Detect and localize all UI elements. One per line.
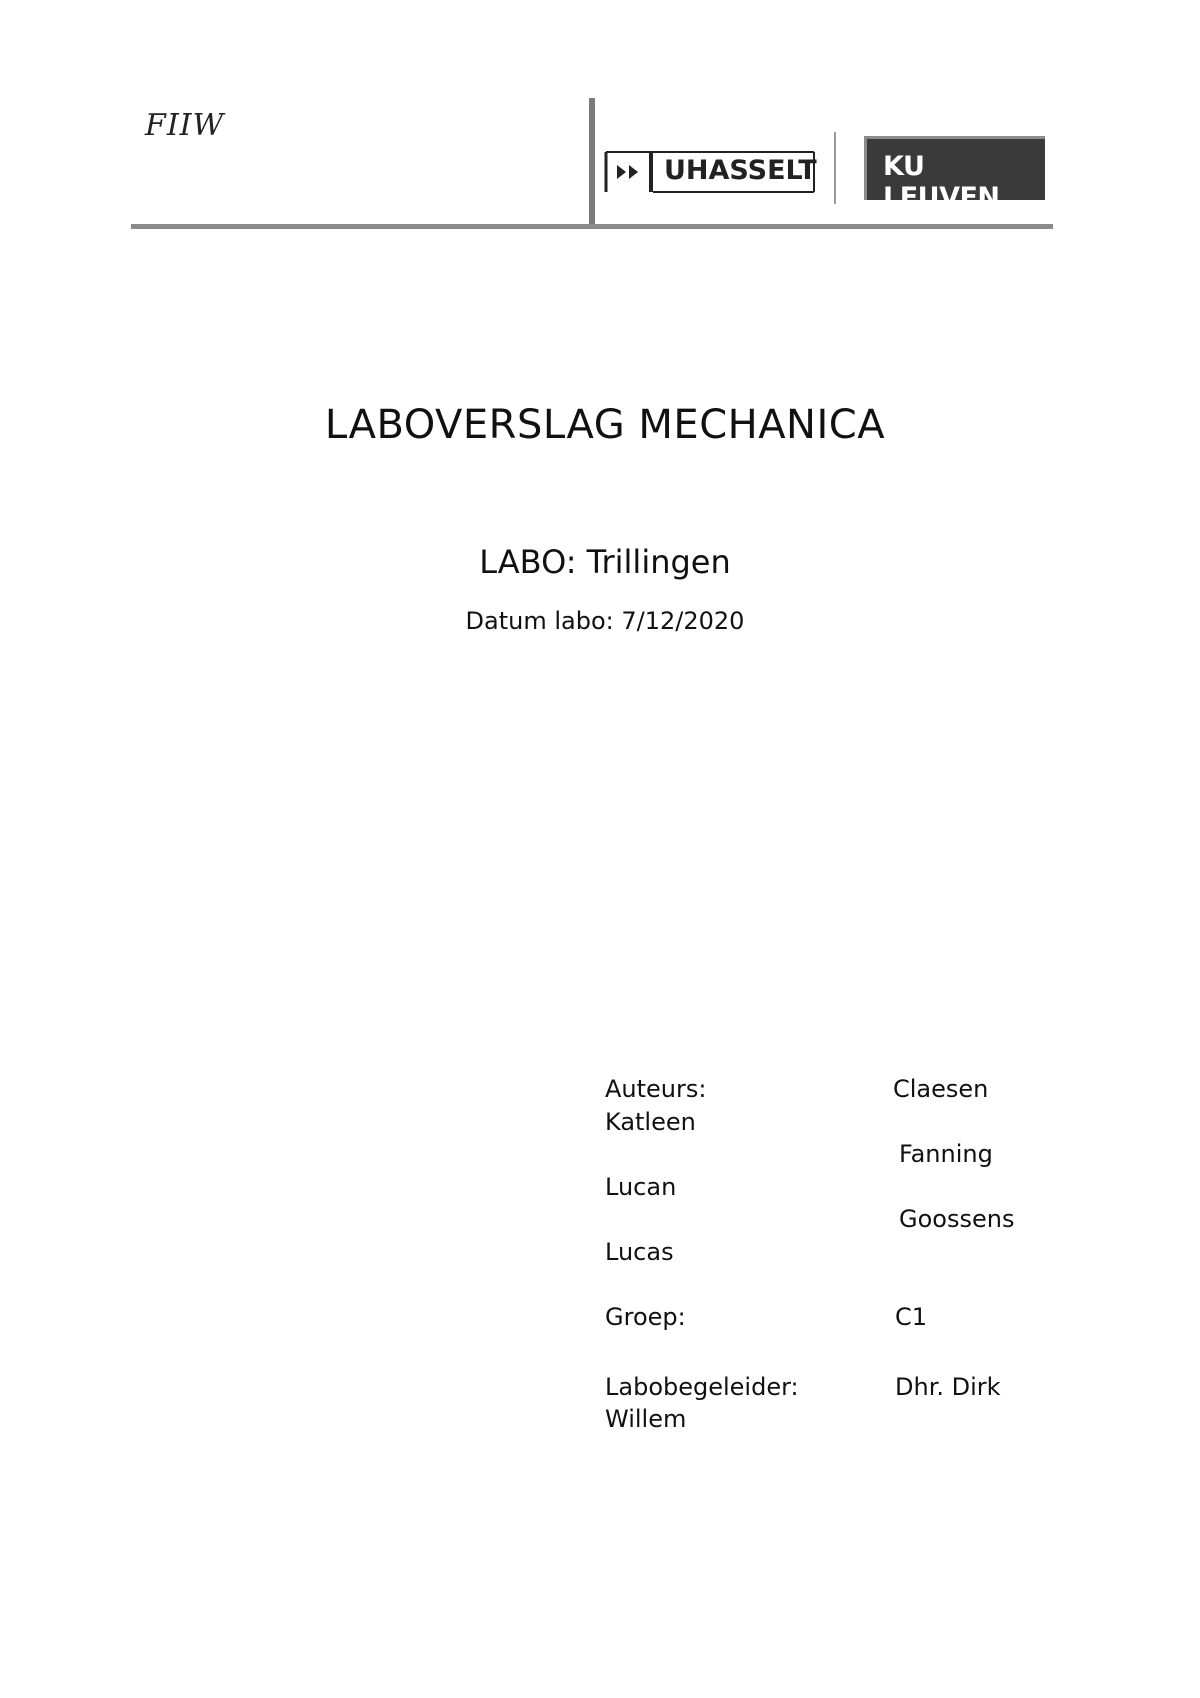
- kuleuven-logo-text: KU LEUVEN: [883, 151, 1000, 213]
- document-subtitle: LABO: Trillingen: [479, 543, 731, 581]
- group-label: Groep:: [605, 1303, 686, 1331]
- supervisor-value-continued: Willem: [605, 1405, 687, 1433]
- group-value: C1: [895, 1303, 928, 1331]
- uhasselt-logo: [604, 150, 816, 194]
- uhasselt-logo-text: UHASSELT: [664, 155, 817, 186]
- author-1-lastname: Claesen: [893, 1075, 989, 1103]
- faculty-label: FIIW: [145, 108, 225, 143]
- header-horizontal-rule: [131, 224, 1053, 229]
- author-3-firstname: Lucas: [605, 1238, 674, 1266]
- document-title: LABOVERSLAG MECHANICA: [324, 402, 886, 448]
- header-vertical-divider: [589, 98, 595, 228]
- supervisor-value: Dhr. Dirk: [895, 1373, 1001, 1401]
- double-play-arrows-icon: [617, 165, 638, 179]
- author-3-lastname: Goossens: [899, 1205, 1015, 1233]
- authors-label: Auteurs:: [605, 1075, 707, 1103]
- author-1-firstname: Katleen: [605, 1108, 696, 1136]
- supervisor-label: Labobegeleider:: [605, 1373, 799, 1401]
- logo-separator: [834, 132, 836, 204]
- lab-date: Datum labo: 7/12/2020: [465, 607, 745, 635]
- kuleuven-logo: [864, 136, 1045, 213]
- author-2-firstname: Lucan: [605, 1173, 677, 1201]
- author-2-lastname: Fanning: [899, 1140, 993, 1168]
